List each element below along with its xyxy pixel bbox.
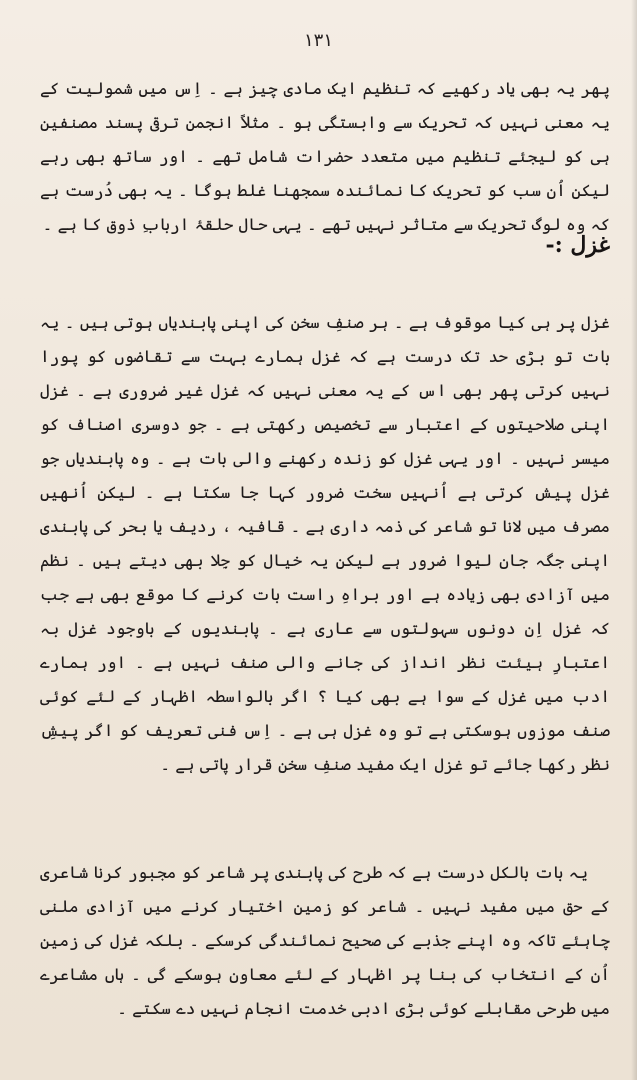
paragraph-ghazal [40,306,610,782]
paragraph-text: یہ بات بالکل درست ہے کہ طرح کی پابندی پر شاعر کو مجبور کرنا شاعری کے حق میں مفید نہیں ۔ شاعر کو زمین اختیار کرنے میں آزادی ملنی چاہئے تاکہ وہ اپنے جذبے کی صحیح نمائندگی کرسکے ۔ بلکہ غزل کی زمین اُن کے انتخاب کی بنا پر اظہار کے لئے معاون ہوسکے گی ۔ ہاں مشاعرے میں طرحی مقابلے کوئی بڑی ادبی خدمت انجام نہیں دے سکتے ۔ [40,863,610,1018]
paragraph-text: غزل پر ہی کیا موقوف ہے ۔ ہر صنفِ سخن کی اپنی پابندیاں ہوتی ہیں ۔ یہ بات تو بڑی حد تک درست ہے کہ غزل ہمارے بہت سے تقاضوں کو پورا نہیں کرتی پھر بھی اس کے یہ معنی نہیں کہ غزل غیر ضروری ہے ۔ غزل اپنی صلاحیتوں کے اعتبار سے تخصیص رکھتی ہے ۔ جو دوسری اصناف کو میسر نہیں ۔ اور یہی غزل کو زندہ رکھنے والی بات ہے ۔ وہ پابندیاں جو غزل پیش کرتی ہے اُنہیں سخت ضرور کہا جا سکتا ہے ۔ لیکن اُنھیں مصرف میں لانا تو شاعر کی ذمہ داری ہے ۔ قافیہ ، ردیف یا بحر کی پابندی اپنی جگہ جان لیوا ضرور ہے لیکن یہ خیال کو جِلا بھی دیتے ہیں ۔ نظم میں آزادی بھی زیادہ ہے اور براہِ راست بات کرنے کا موقع بھی ہے جب کہ غزل اِن دونوں سہولتوں سے عاری ہے ۔ پابندیوں کے باوجود غزل بہ اعتبارِ ہیئت نظر انداز کی جانے والی صنف نہیں ہے ۔ اور ہمارے ادب میں غزل کے سوا ہے بھی کیا ؟ اگر بالواسطہ اظہار کے لئے کوئی صنف موزوں ہوسکتی ہے تو وہ غزل ہی ہے ۔ اِس فنی تعریف کو اگر پیشِ نظر رکھا جائے تو غزل ایک مفید صنفِ سخن قرار پاتی ہے ۔ [40,313,610,774]
paragraph-organization [40,72,610,242]
section-heading-ghazal: غزل :- [545,232,610,258]
paragraph-tarah [40,856,610,1026]
page-number: ۱۳۱ [303,30,333,51]
paragraph-text: پھر یہ بھی یاد رکھیے کہ تنظیم ایک مادی چیز ہے ۔ اِس میں شمولیت کے یہ معنی نہیں کہ تحریک سے وابستگی ہو ۔ مثلاً انجمن ترقی پسند مصنفین ہی کو لیجئے تنظیم میں متعدد حضرات شامل تھے ۔ اور ساتھ بھی رہے لیکن اُن سب کو تحریک کا نمائندہ سمجھنا غلط ہوگا ۔ یہ بھی دُرست ہے کہ وہ لوگ تحریک سے متاثر نہیں تھے ۔ یہی حال حلقۂ اربابِ ذوق کا ہے ۔ [40,79,610,234]
